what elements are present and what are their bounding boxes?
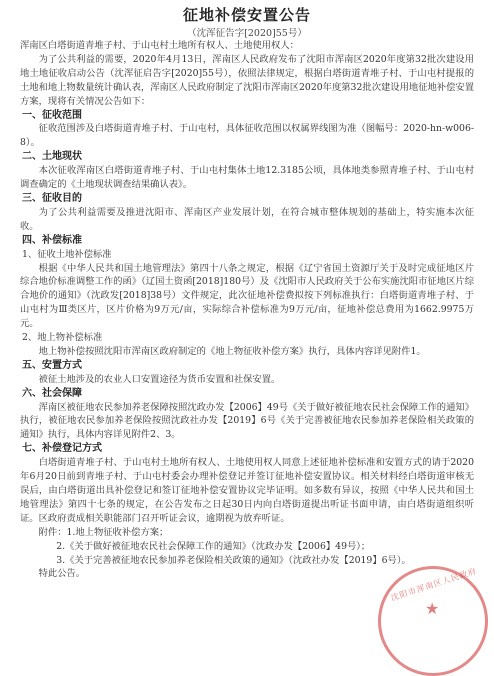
official-seal [378,566,488,676]
section-5-title: 五、安置方式 [22,359,82,371]
star-icon: ★ [425,599,440,618]
document-number: （沈浑征告字[2020]55号） [187,28,307,39]
seal-text: 沈阳市浑南区人民政府 [389,566,479,603]
attachment-item: 3.《关于完善被征地农民参加养老保险相关政策的通知》（沈政社办发【2019】6号）。 [56,554,411,566]
attachment-item: 2.《关于做好被征地农民社会保障工作的通知》（沈政办发【2006】49号）； [56,540,371,552]
section-2-text: 本次征收浑南区白塔街道青堆子村、于山屯村集体土地12.3185公顷，具体地类参照青堆子村、于山屯村调查确定的《土地现状调查结果确认表》。 [20,165,474,191]
attachments-list [20,526,474,540]
section-4-1-text: 根据《中华人民共和国土地管理法》第四十八条之规定，根据《辽宁省国土资源厅关于及时完成征地区片综合地价标准调整工作的函》（辽国土资函[2018]180号）及《沈阳市人民政府关于公布实施沈阳市征地区片综合地价的通知》（沈政发[2018]38号）文件规定，此次征地补偿费拟按下列标准执行：白塔街道青堆子村、于山屯村为Ⅲ类区片，区片价格为9万元/亩，实际综合补偿标准为9万元/亩，征地补偿总费用为1662.9975万元。 [20,262,474,330]
section-4-2-title: 2、地上物补偿标准 [22,332,103,344]
section-1-text: 征收范围涉及白塔街道青堆子村、于山屯村，具体征收范围以权属界线图为准（图幅号：2020-hn-w006-8）。 [20,123,474,149]
attachments-label: 附件： [38,526,67,538]
section-3-text: 为了公共利益需要及推进沈阳市、浑南区产业发展计划，在符合城市整体规划的基础上，特实施本次征收。 [20,206,474,232]
section-6-title: 六、社会保障 [22,387,82,399]
intro-paragraph: 为了公共利益的需要，2020年4月13日，浑南区人民政府发布了沈阳市浑南区2020年度第32批次建设用地土地征收启动公告（沈浑征启告字[2020]55号），依照法律规定，根据白塔街道青堆子村、于山屯村提报的土地和地上物数量统计确认表，浑南区人民政府制定了沈阳市浑南区2020年度第32批次建设用地征地补偿安置方案，现将有关情况公告如下： [20,53,474,107]
notice-body [20,39,474,581]
section-6-text: 浑南区被征地农民参加养老保障按照沈政办发【2006】49号《关于做好被征地农民社会保障工作的通知》执行，被征地农民参加养老保险按照沈政社办发【2019】6号《关于完善被征地农民参加养老保险相关政策的通知》执行，具体内容详见附件2、3。 [20,401,474,441]
addressee: 浑南区白塔街道青堆子村、于山屯村土地所有权人、土地使用权人： [20,40,299,51]
section-7-title: 七、补偿登记方式 [22,443,102,455]
page-title: 征地补偿安置公告 [182,6,311,24]
section-4-2-text: 地上物补偿按照沈阳市浑南区政府制定的《地上物征收补偿方案》执行，具体内容详见附件1。 [38,345,426,357]
section-4-1-title: 1、征收土地补偿标准 [22,248,112,260]
section-1-title: 一、征收范围 [22,109,82,121]
section-2-title: 二、土地现状 [22,151,82,163]
section-5-text: 被征土地涉及的农业人口安置途径为货币安置和社保安置。 [38,373,281,385]
attachment-item: 1.地上物征收补偿方案； [66,526,169,538]
closing-text: 特此公告。 [38,568,86,580]
section-3-title: 三、征收目的 [22,192,82,204]
section-7-text: 白塔街道青堆子村、于山屯村土地所有权人、土地使用权人同意上述征地补偿标准和安置方式的请于2020年6月20日前到青堆子村、于山屯村委会办理补偿登记并签订征地补偿安置协议。相关材料经白塔街道审核无误后，由白塔街道出具补偿登记和签订征地补偿安置协议完毕证明。如多数有异议，按照《中华人民共和国土地管理法》第四十七条的规定，在公告发布之日起30日内向白塔街道提出听证书面申请，由白塔街道组织听证。区政府责成相关职能部门召开听证会议，逾期视为放弃听证。 [20,457,474,524]
section-4-title: 四、补偿标准 [22,234,82,246]
